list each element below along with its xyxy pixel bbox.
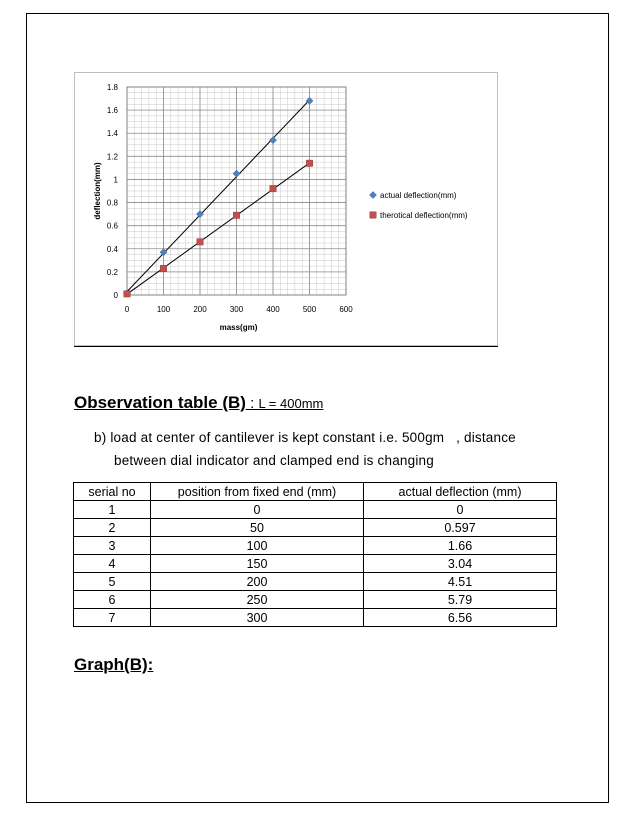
data-point-series-2 (160, 265, 166, 271)
x-tick-label: 600 (339, 305, 353, 314)
trendlines (127, 100, 310, 294)
cell-deflection: 0.597 (364, 519, 557, 537)
table-row (74, 591, 557, 609)
y-tick-label: 1.4 (106, 129, 118, 139)
cell-position: 50 (151, 519, 364, 537)
trendline (127, 100, 310, 292)
cell-deflection: 1.66 (364, 537, 557, 555)
deflection-vs-mass-chart (0, 0, 638, 380)
cell-position: 200 (151, 573, 364, 591)
x-tick-label: 300 (229, 305, 244, 314)
header-position: position from fixed end (mm) (151, 483, 364, 501)
table-row (74, 537, 557, 555)
x-tick-label: 0 (124, 305, 130, 314)
cell-serial: 3 (74, 537, 151, 555)
y-tick-label: 1.6 (106, 106, 118, 116)
legend-marker (369, 191, 376, 198)
graph-heading: Graph(B): (74, 655, 154, 674)
data-point-series-2 (306, 160, 312, 166)
cell-deflection: 6.56 (364, 609, 557, 627)
cell-serial: 6 (74, 591, 151, 609)
x-tick-label: 200 (193, 305, 207, 314)
cell-position: 0 (151, 501, 364, 519)
x-tick-label: 100 (156, 305, 171, 314)
description-line-1: b) load at center of cantilever is kept constant i.e. 500gm , distance (94, 430, 516, 445)
header-actual-deflection: actual deflection (mm) (364, 483, 557, 501)
observation-table (73, 482, 557, 627)
table-row (74, 519, 557, 537)
data-point-series-2 (124, 291, 130, 297)
table-row (74, 501, 557, 519)
data-point-series-1 (269, 137, 276, 144)
header-serial-no: serial no (74, 483, 151, 501)
observation-table-heading (74, 393, 323, 413)
table-row (74, 555, 557, 573)
table-header-row (74, 483, 557, 501)
y-tick-label: 0.2 (106, 267, 118, 277)
data-point-series-1 (196, 211, 203, 218)
cell-serial: 4 (74, 555, 151, 573)
table-row (74, 573, 557, 591)
cell-serial: 5 (74, 573, 151, 591)
y-tick-label: 0 (113, 291, 118, 300)
x-axis-ticks (125, 305, 353, 314)
observation-heading-text: Observation table (B) (74, 393, 246, 412)
x-axis-label: mass(gm) (219, 323, 258, 332)
cell-position: 150 (151, 555, 364, 573)
trendline (127, 163, 310, 294)
y-axis-label: deflection(mm) (93, 162, 102, 220)
heading-separator: : (245, 395, 259, 412)
cell-position: 300 (151, 609, 364, 627)
cell-deflection: 3.04 (364, 555, 557, 573)
y-tick-label: 0.4 (106, 244, 118, 254)
cell-position: 250 (151, 591, 364, 609)
y-tick-label: 1.2 (106, 152, 118, 162)
legend-marker (370, 212, 376, 218)
x-tick-label: 400 (266, 305, 280, 314)
data-point-series-2 (197, 239, 203, 245)
y-tick-label: 1 (113, 175, 118, 185)
y-tick-label: 0.6 (106, 221, 118, 231)
cell-serial: 7 (74, 609, 151, 627)
data-point-series-2 (270, 185, 276, 191)
cell-deflection: 5.79 (364, 591, 557, 609)
description-line-2: between dial indicator and clamped end is changing (114, 453, 434, 468)
beam-length-label: L = 400mm (258, 396, 324, 411)
chart-legend (369, 191, 468, 220)
y-tick-label: 0.8 (106, 198, 118, 208)
cell-deflection: 4.51 (364, 573, 557, 591)
legend-label: actual deflection(mm) (380, 191, 457, 200)
cell-position: 100 (151, 537, 364, 555)
data-point-series-2 (233, 212, 239, 218)
legend-label: therotical deflection(mm) (380, 211, 468, 220)
x-tick-label: 500 (302, 305, 317, 314)
cell-serial: 1 (74, 501, 151, 519)
cell-deflection: 0 (364, 501, 557, 519)
y-axis-ticks (107, 83, 119, 300)
data-point-series-1 (233, 170, 240, 177)
table-row (74, 609, 557, 627)
y-tick-label: 1.8 (106, 83, 118, 92)
cell-serial: 2 (74, 519, 151, 537)
